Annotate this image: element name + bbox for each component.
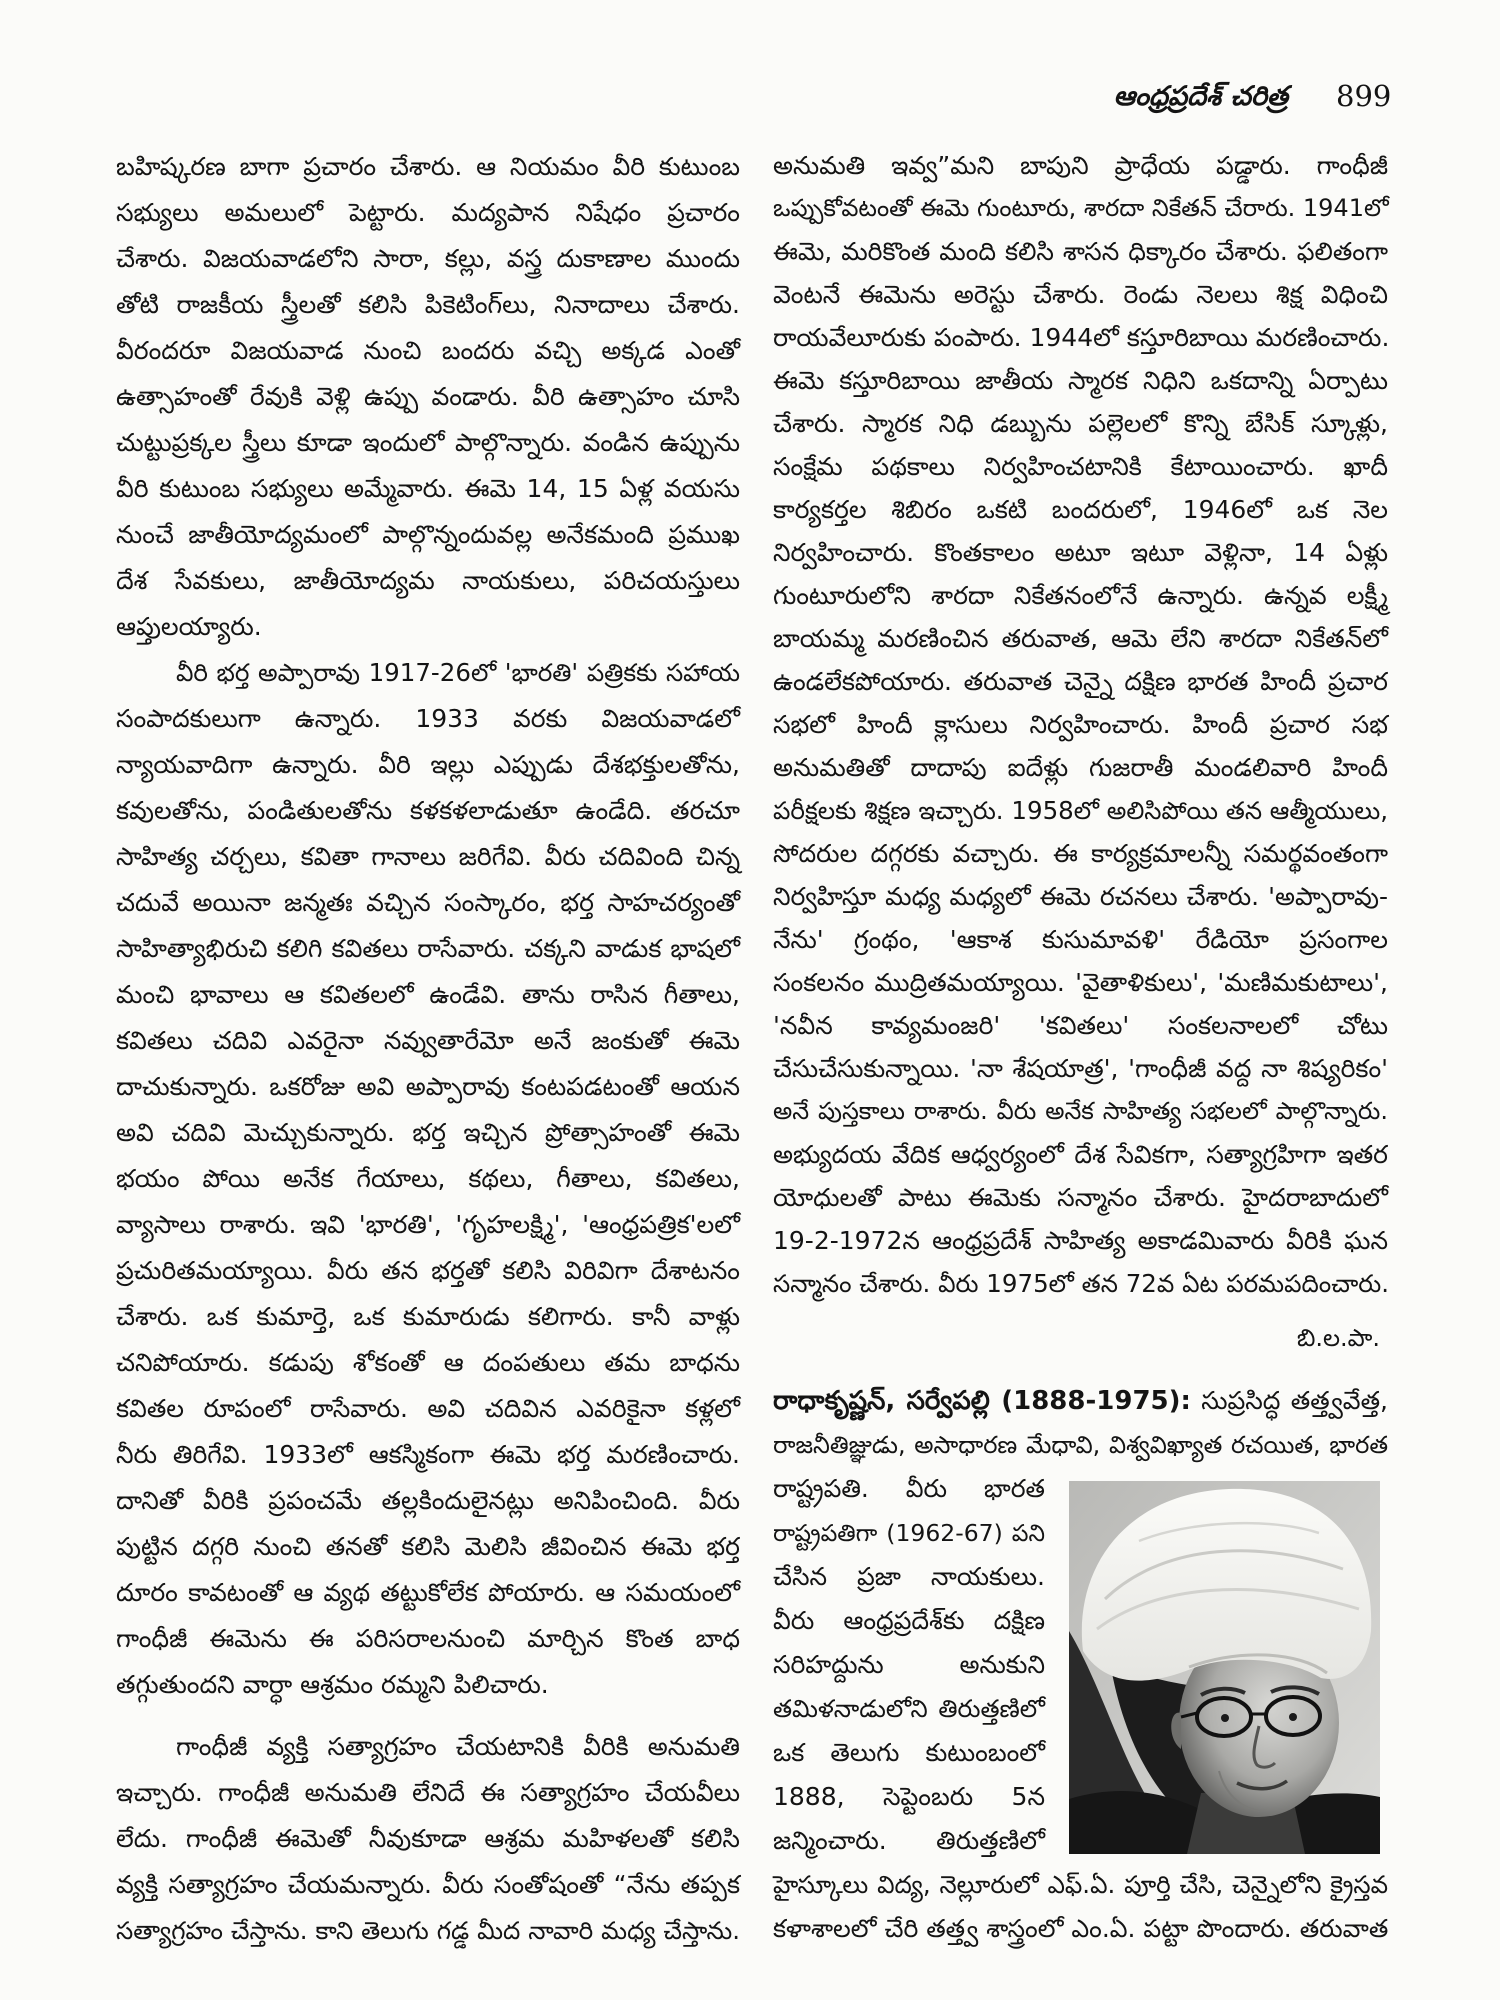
text-line: సోదరుల దగ్గరకు వచ్చారు. ఈ కార్యక్రమాలన్నీ సమర్థవంతంగా <box>773 839 1388 868</box>
entry-heading: రాధాకృష్ణన్, సర్వేపల్లి (1888-1975): <box>773 1386 1191 1416</box>
text-line: జన్మించారు. తిరుత్తణిలో <box>773 1826 1045 1855</box>
entry-heading-continuation: సుప్రసిద్ధ తత్త్వవేత్త, <box>1201 1386 1388 1415</box>
text-line: సన్మానం చేశారు. వీరు 1975లో తన 72వ ఏట పరమపదించారు. <box>773 1269 1390 1298</box>
text-line: సంక్షేమ పథకాలు నిర్వహించటానికి కేటాయించారు. ఖాదీ <box>773 452 1388 481</box>
text-line: కవులతోను, పండితులతోను కళకళలాడుతూ ఉండేది. తరచూ <box>116 796 740 825</box>
text-line: తమిళనాడులోని తిరుత్తణిలో <box>773 1694 1045 1723</box>
text-line: యోధులతో పాటు ఈమెకు సన్మానం చేశారు. హైదరాబాదులో <box>773 1183 1388 1212</box>
text-line: నిర్వహించారు. కొంతకాలం అటూ ఇటూ వెళ్లినా, 14 ఏళ్లు <box>773 538 1388 567</box>
text-line: బహిష్కరణ బాగా ప్రచారం చేశారు. ఆ నియమం వీరి కుటుంబ <box>116 152 740 181</box>
text-line: వ్యక్తి సత్యాగ్రహం చేయమన్నారు. వీరు సంతోషంతో “నేను తప్పక <box>116 1870 740 1899</box>
author-initials: బి.ల.పా. <box>1296 1324 1380 1352</box>
text-line: ఉత్సాహంతో రేవుకి వెళ్లి ఉప్పు వండారు. వీరి ఉత్సాహం చూసి <box>116 382 740 411</box>
text-line: గాంధీజీ వ్యక్తి సత్యాగ్రహం చేయటానికి వీరికి అనుమతి <box>176 1732 740 1761</box>
text-line: 'నవీన కావ్యమంజరి' 'కవితలు' సంకలనాలలో చోటు <box>773 1011 1388 1040</box>
page-number: 899 <box>1336 79 1392 113</box>
text-line: అనుమతి ఇవ్వ”మని బాపుని ప్రాధేయ పడ్డారు. గాంధీజీ <box>773 151 1388 180</box>
paragraph <box>116 650 740 1708</box>
text-line: ప్రచురితమయ్యాయి. వీరు తన భర్తతో కలిసి విరివిగా దేశాటనం <box>116 1256 740 1285</box>
paragraph <box>773 144 1388 1305</box>
text-line: వీరందరూ విజయవాడ నుంచి బందరు వచ్చి అక్కడ ఎంతో <box>116 336 740 365</box>
text-line: చనిపోయారు. కడుపు శోకంతో ఆ దంపతులు తమ బాధను <box>116 1348 740 1377</box>
paragraph <box>116 144 740 650</box>
text-line: చదువే అయినా జన్మతః వచ్చిన సంస్కారం, భర్త సాహచర్యంతో <box>116 888 740 917</box>
text-line: వీరి భర్త అప్పారావు 1917-26లో 'భారతి' పత్రికకు సహాయ <box>176 658 740 687</box>
encyclopedia-entry <box>773 1379 1388 1951</box>
text-line: చేసుచేసుకున్నాయి. 'నా శేషయాత్ర', 'గాంధీజీ వద్ద నా శిష్యరికం' <box>773 1054 1388 1083</box>
text-line: 19-2-1972న ఆంధ్రప్రదేశ్ సాహిత్య అకాడమివారు వీరికి ఘన <box>773 1226 1388 1255</box>
text-line: సభలో హిందీ క్లాసులు నిర్వహించారు. హిందీ ప్రచార సభ <box>773 710 1388 739</box>
text-line: పరీక్షలకు శిక్షణ ఇచ్చారు. 1958లో అలిసిపోయి తన ఆత్మీయులు, <box>773 796 1388 825</box>
text-line: సంకలనం ముద్రితమయ్యాయి. 'వైతాళికులు', 'మణిమకుటాలు', <box>773 968 1388 997</box>
text-line: చేశారు. విజయవాడలోని సారా, కల్లు, వస్త్ర దుకాణాల ముందు <box>116 244 740 273</box>
text-line: సభ్యులు అమలులో పెట్టారు. మద్యపాన నిషేధం ప్రచారం <box>116 198 740 227</box>
text-line: అభ్యుదయ వేదిక ఆధ్వర్యంలో దేశ సేవికగా, సత్యాగ్రహిగా ఇతర <box>773 1140 1388 1169</box>
text-line: రాయవేలూరుకు పంపారు. 1944లో కస్తూరిబాయి మరణించారు. <box>773 323 1390 352</box>
text-line: కవితలు చదివి ఎవరైనా నవ్వుతారేమో అనే జంకుతో ఈమె <box>116 1026 740 1055</box>
text-line: ఒక తెలుగు కుటుంబంలో <box>773 1738 1045 1767</box>
text-line: దూరం కావటంతో ఆ వ్యథ తట్టుకోలేక పోయారు. ఆ సమయంలో <box>116 1578 740 1607</box>
text-line: వ్యాసాలు రాశారు. ఇవి 'భారతి', 'గృహలక్ష్మి', 'ఆంధ్రపత్రిక'లలో <box>116 1210 740 1239</box>
text-line: సరిహద్దును అనుకుని <box>773 1650 1045 1679</box>
text-line: నుంచే జాతీయోద్యమంలో పాల్గొన్నందువల్ల అనేకమంది ప్రముఖ <box>116 520 740 549</box>
text-line: చుట్టుప్రక్కల స్త్రీలు కూడా ఇందులో పాల్గొన్నారు. వండిన ఉప్పును <box>116 428 740 457</box>
text-line: తగ్గుతుందని వార్ధా ఆశ్రమం రమ్మని పిలిచారు. <box>116 1670 549 1699</box>
text-line: అవి చదివి మెచ్చుకున్నారు. భర్త ఇచ్చిన ప్రోత్సాహంతో ఈమె <box>116 1118 740 1147</box>
text-line: వీరు ఆంధ్రప్రదేశ్‌కు దక్షిణ <box>773 1606 1045 1635</box>
text-line: రాజనీతిజ్ఞుడు, అసాధారణ మేధావి, విశ్వవిఖ్యాత రచయిత, భారత <box>773 1431 1388 1459</box>
text-line: ఉండలేకపోయారు. తరువాత చెన్నై దక్షిణ భారత హిందీ ప్రచార <box>773 667 1388 696</box>
text-line: నీరు తిరిగేవి. 1933లో ఆకస్మికంగా ఈమె భర్త మరణించారు. <box>116 1440 740 1469</box>
text-line: అనుమతితో దాదాపు ఐదేళ్లు గుజరాతీ మండలివారి హిందీ <box>773 753 1388 782</box>
text-line: తోటి రాజకీయ స్త్రీలతో కలిసి పికెటింగ్‌లు, నినాదాలు చేశారు. <box>116 290 740 319</box>
text-line: దానితో వీరికి ప్రపంచమే తల్లకిందులైనట్లు అనిపించింది. వీరు <box>116 1486 740 1515</box>
text-line: ఆప్తులయ్యారు. <box>116 612 262 641</box>
text-line: గుంటూరులోని శారదా నికేతనంలోనే ఉన్నారు. ఉన్నవ లక్ష్మీ <box>773 581 1388 610</box>
text-line: వెంటనే ఈమెను అరెస్టు చేశారు. రెండు నెలలు శిక్ష విధించి <box>773 280 1388 309</box>
text-line: భయం పోయి అనేక గేయాలు, కథలు, గీతాలు, కవితలు, <box>116 1164 740 1193</box>
text-line: దేశ సేవకులు, జాతీయోద్యమ నాయకులు, పరిచయస్తులు <box>116 566 740 595</box>
text-line: ఒప్పుకోవటంతో ఈమె గుంటూరు, శారదా నికేతన్ చేరారు. 1941లో <box>773 194 1389 222</box>
text-line: వీరి కుటుంబ సభ్యులు అమ్మేవారు. ఈమె 14, 15 ఏళ్ల వయసు <box>116 474 740 503</box>
text-with-photo <box>773 1467 1388 1863</box>
paragraph <box>116 1724 740 1954</box>
text-line: చేశారు. స్మారక నిధి డబ్బును పల్లెలలో కొన్ని బేసిక్ స్కూళ్లు, <box>773 409 1388 438</box>
text-line: ఈమె, మరికొంత మంది కలిసి శాసన ధిక్కారం చేశారు. ఫలితంగా <box>773 237 1388 266</box>
portrait-photo <box>1069 1481 1380 1854</box>
left-column <box>116 144 740 1954</box>
text-line: మంచి భావాలు ఆ కవితలలో ఉండేవి. తాను రాసిన గీతాలు, <box>116 980 740 1009</box>
text-line: రాష్ట్రపతిగా (1962-67) పని <box>773 1519 1045 1547</box>
text-beside-photo <box>773 1467 1045 1863</box>
text-line: పుట్టిన దగ్గరి నుంచి తనతో కలిసి మెలిసి జీవించిన ఈమె భర్త <box>116 1532 740 1561</box>
text-line: సత్యాగ్రహం చేస్తాను. కాని తెలుగు గడ్డ మీద నావారి మధ్య చేస్తాను. <box>116 1916 740 1945</box>
text-line: చేశారు. ఒక కుమార్తె, ఒక కుమారుడు కలిగారు. కానీ వాళ్లు <box>116 1302 740 1331</box>
text-line: అనే పుస్తకాలు రాశారు. వీరు అనేక సాహిత్య సభలలో పాల్గొన్నారు. <box>773 1097 1388 1125</box>
text-line: కళాశాలలో చేరి తత్త్వ శాస్త్రంలో ఎం.ఏ. పట్టా పొందారు. తరువాత <box>773 1914 1389 1943</box>
entry-heading-line <box>773 1379 1388 1423</box>
text-line: రాష్ట్రపతి. వీరు భారత <box>773 1474 1045 1503</box>
text-line: హైస్కూలు విద్య, నెల్లూరులో ఎఫ్.ఏ. పూర్తి చేసి, చెన్నైలోని క్రైస్తవ <box>773 1870 1388 1899</box>
text-line: కార్యకర్తల శిబిరం ఒకటి బందరులో, 1946లో ఒక నెల <box>773 495 1388 524</box>
text-line: లేదు. గాంధీజీ ఈమెతో నీవుకూడా ఆశ్రమ మహిళలతో కలిసి <box>116 1824 740 1853</box>
text-line: దాచుకున్నారు. ఒకరోజు అవి అప్పారావు కంటపడటంతో ఆయన <box>116 1072 740 1101</box>
text-line: బాయమ్మ మరణించిన తరువాత, ఆమె లేని శారదా నికేతన్‌లో <box>773 624 1388 653</box>
text-line: ఇచ్చారు. గాంధీజీ అనుమతి లేనిదే ఈ సత్యాగ్రహం చేయవీలు <box>116 1778 740 1807</box>
text-line: చేసిన ప్రజా నాయకులు. <box>773 1562 1045 1591</box>
text-line: సంపాదకులుగా ఉన్నారు. 1933 వరకు విజయవాడలో <box>116 704 740 733</box>
running-header-title: ఆంధ్రప్రదేశ్ చరిత్ర <box>1113 81 1288 112</box>
text-line: నిర్వహిస్తూ మధ్య మధ్యలో ఈమె రచనలు చేశారు. 'అప్పారావు- <box>773 882 1388 911</box>
right-column <box>773 144 1388 1951</box>
text-line: గాంధీజీ ఈమెను ఈ పరిసరాలనుంచి మార్చిన కొంత బాధ <box>116 1624 740 1653</box>
text-line: కవితల రూపంలో రాసేవారు. అవి చదివిన ఎవరికైనా కళ్లలో <box>116 1394 740 1423</box>
portrait-image <box>1069 1481 1380 1854</box>
text-line: సాహిత్యాభిరుచి కలిగి కవితలు రాసేవారు. చక్కని వాడుక భాషలో <box>116 934 740 963</box>
text-line: ఈమె కస్తూరిబాయి జాతీయ స్మారక నిధిని ఒకదాన్ని ఏర్పాటు <box>773 366 1388 395</box>
text-line: 1888, సెప్టెంబరు 5న <box>773 1782 1045 1811</box>
text-line: నేను' గ్రంథం, 'ఆకాశ కుసుమావళి' రేడియో ప్రసంగాల <box>773 925 1388 954</box>
text-line: సాహిత్య చర్చలు, కవితా గానాలు జరిగేవి. వీరు చదివింది చిన్న <box>116 842 740 871</box>
text-line: న్యాయవాదిగా ఉన్నారు. వీరి ఇల్లు ఎప్పుడు దేశభక్తులతోను, <box>116 750 740 779</box>
